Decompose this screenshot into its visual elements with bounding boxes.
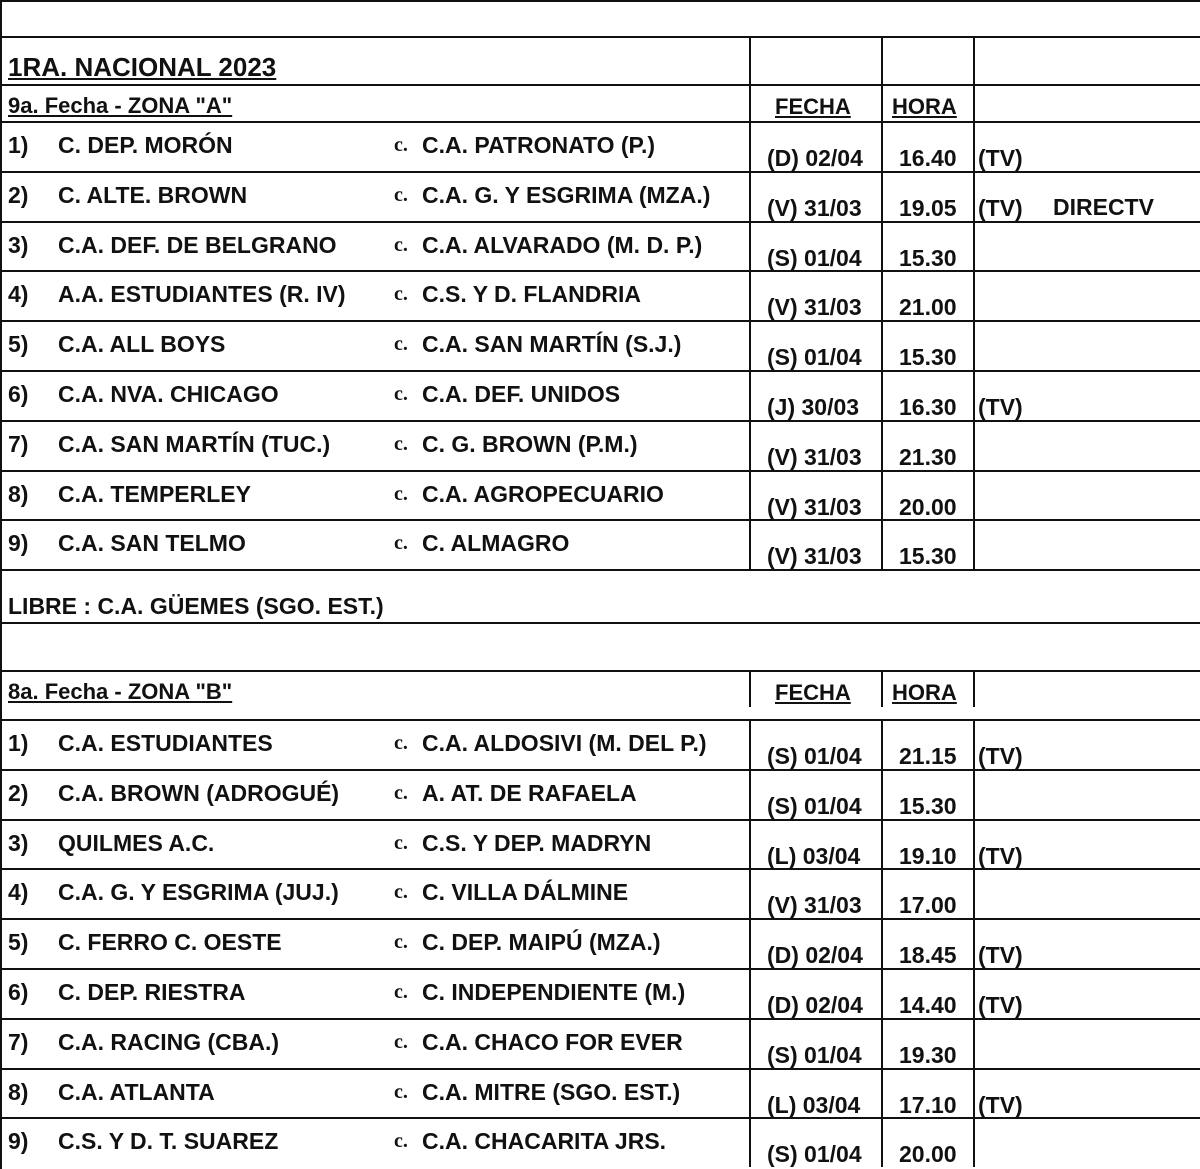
match-row — [0, 819, 1200, 869]
match-row — [0, 470, 1200, 520]
tv-badge: (TV) — [978, 842, 1023, 869]
home-team: C.A. ATLANTA — [58, 1078, 215, 1105]
tv-badge: (TV) — [978, 942, 1023, 969]
tv-badge: (TV) — [978, 145, 1023, 171]
away-team: A. AT. DE RAFAELA — [422, 779, 637, 806]
match-number: 1) — [8, 730, 29, 756]
tv-badge: (TV) — [978, 1091, 1023, 1118]
libre-row — [0, 569, 1200, 622]
match-number: 3) — [8, 231, 29, 258]
home-team: C. ALTE. BROWN — [58, 181, 248, 208]
blank-row — [0, 622, 1200, 670]
column-divider — [973, 422, 975, 470]
away-team: C.A. DEF. UNIDOS — [422, 381, 621, 407]
column-divider — [881, 920, 883, 968]
column-divider — [749, 821, 751, 869]
versus-label: c. — [394, 183, 408, 206]
away-team: C.S. Y D. FLANDRIA — [422, 281, 641, 308]
home-team: C.S. Y D. T. SUAREZ — [58, 1128, 279, 1155]
tv-badge: (TV) — [978, 194, 1023, 221]
match-number: 2) — [8, 181, 29, 208]
match-number: 6) — [8, 381, 29, 407]
versus-label: c. — [394, 1080, 408, 1103]
match-row — [0, 420, 1200, 470]
column-divider — [973, 672, 975, 707]
away-team: C.A. PATRONATO (P.) — [422, 132, 655, 158]
column-divider — [749, 771, 751, 819]
match-time: 19.30 — [899, 1041, 957, 1068]
versus-label: c. — [394, 233, 408, 256]
away-team: C.A. AGROPECUARIO — [422, 480, 664, 507]
column-divider — [881, 821, 883, 869]
home-team: C.A. TEMPERLEY — [58, 480, 251, 507]
column-divider — [973, 322, 975, 370]
versus-label: c. — [394, 482, 408, 505]
bye-team-note: LIBRE : C.A. GÜEMES (SGO. EST.) — [8, 593, 384, 619]
column-divider — [973, 372, 975, 420]
column-divider — [973, 173, 975, 221]
home-team: C.A. SAN TELMO — [58, 530, 246, 557]
away-team: C.A. CHACO FOR EVER — [422, 1028, 683, 1055]
column-divider — [881, 970, 883, 1018]
match-date: (D) 02/04 — [767, 145, 863, 171]
match-number: 5) — [8, 929, 29, 956]
match-date: (D) 02/04 — [767, 942, 863, 969]
versus-label: c. — [394, 931, 408, 954]
column-divider — [881, 1070, 883, 1118]
home-team: C. DEP. MORÓN — [58, 132, 233, 158]
column-divider — [749, 123, 751, 171]
match-date: (D) 02/04 — [767, 992, 863, 1018]
match-time: 15.30 — [899, 792, 957, 819]
column-divider — [749, 272, 751, 320]
home-team: C.A. BROWN (ADROGUÉ) — [58, 779, 340, 806]
column-divider — [749, 920, 751, 968]
column-divider — [749, 970, 751, 1018]
match-date: (V) 31/03 — [767, 294, 862, 321]
column-divider — [881, 372, 883, 420]
home-team: C.A. ALL BOYS — [58, 331, 226, 358]
versus-label: c. — [394, 831, 408, 854]
column-divider — [881, 771, 883, 819]
column-divider — [881, 173, 883, 221]
column-divider — [973, 521, 975, 569]
match-date: (S) 01/04 — [767, 344, 862, 371]
match-row — [0, 221, 1200, 271]
match-number: 2) — [8, 779, 29, 806]
match-date: (J) 30/03 — [767, 394, 860, 420]
column-divider — [881, 38, 883, 84]
match-number: 9) — [8, 1128, 29, 1155]
match-row — [0, 270, 1200, 320]
home-team: C.A. NVA. CHICAGO — [58, 381, 279, 407]
column-divider — [749, 372, 751, 420]
match-number: 6) — [8, 979, 29, 1005]
column-divider — [749, 472, 751, 520]
zone-heading: 8a. Fecha - ZONA "B" — [8, 679, 233, 704]
away-team: C. ALMAGRO — [422, 530, 570, 557]
versus-label: c. — [394, 283, 408, 306]
away-team: C.A. G. Y ESGRIMA (MZA.) — [422, 181, 711, 208]
match-date: (S) 01/04 — [767, 792, 862, 819]
column-divider — [973, 1119, 975, 1167]
column-divider — [973, 1020, 975, 1068]
title-row — [0, 36, 1200, 84]
away-team: C.A. MITRE (SGO. EST.) — [422, 1078, 681, 1105]
home-team: C.A. DEF. DE BELGRANO — [58, 231, 337, 258]
column-divider — [749, 422, 751, 470]
match-number: 9) — [8, 530, 29, 557]
match-time: 21.30 — [899, 443, 957, 470]
column-divider — [973, 970, 975, 1018]
away-team: C.A. ALDOSIVI (M. DEL P.) — [422, 730, 707, 756]
match-date: (L) 03/04 — [767, 842, 861, 869]
match-row — [0, 320, 1200, 370]
column-divider — [973, 38, 975, 84]
zone-heading: 9a. Fecha - ZONA "A" — [8, 93, 233, 118]
versus-label: c. — [394, 1030, 408, 1053]
home-team: C.A. ESTUDIANTES — [58, 730, 273, 756]
column-divider — [973, 920, 975, 968]
match-date: (V) 31/03 — [767, 493, 862, 520]
column-divider — [881, 86, 883, 121]
page-title: 1RA. NACIONAL 2023 — [8, 52, 277, 82]
match-date: (S) 01/04 — [767, 743, 862, 769]
away-team: C. G. BROWN (P.M.) — [422, 430, 638, 457]
match-time: 16.30 — [899, 394, 957, 420]
column-divider — [749, 721, 751, 769]
match-row — [0, 519, 1200, 569]
versus-label: c. — [394, 432, 408, 455]
away-team: C.S. Y DEP. MADRYN — [422, 829, 652, 856]
versus-label: c. — [394, 333, 408, 356]
match-time: 18.45 — [899, 942, 957, 969]
tv-badge: (TV) — [978, 394, 1023, 420]
column-divider — [881, 521, 883, 569]
home-team: C.A. RACING (CBA.) — [58, 1028, 280, 1055]
column-divider — [881, 223, 883, 271]
home-team: C.A. G. Y ESGRIMA (JUJ.) — [58, 879, 339, 906]
zone-header-row — [0, 84, 1200, 121]
column-divider — [881, 870, 883, 918]
column-divider — [881, 672, 883, 707]
match-row — [0, 1018, 1200, 1068]
column-divider — [749, 870, 751, 918]
column-divider — [973, 821, 975, 869]
match-time: 17.00 — [899, 892, 957, 919]
versus-label: c. — [394, 383, 408, 405]
match-date: (S) 01/04 — [767, 1141, 862, 1168]
match-time: 21.00 — [899, 294, 957, 321]
match-time: 19.10 — [899, 842, 957, 869]
column-divider — [749, 1020, 751, 1068]
match-date: (S) 01/04 — [767, 244, 862, 271]
match-date: (V) 31/03 — [767, 443, 862, 470]
match-number: 1) — [8, 132, 29, 158]
match-row — [0, 370, 1200, 420]
match-number: 7) — [8, 430, 29, 457]
match-time: 20.00 — [899, 493, 957, 520]
home-team: C.A. SAN MARTÍN (TUC.) — [58, 430, 331, 457]
versus-label: c. — [394, 1130, 408, 1153]
broadcaster-label: DIRECTV — [1053, 193, 1154, 220]
match-row — [0, 868, 1200, 918]
column-divider — [749, 521, 751, 569]
column-divider — [749, 1070, 751, 1118]
column-divider — [749, 173, 751, 221]
column-divider — [973, 223, 975, 271]
match-time: 15.30 — [899, 543, 957, 570]
match-number: 8) — [8, 480, 29, 507]
match-time: 17.10 — [899, 1091, 957, 1118]
home-team: C. DEP. RIESTRA — [58, 979, 246, 1005]
column-divider — [749, 1119, 751, 1167]
match-date: (V) 31/03 — [767, 194, 862, 221]
column-divider — [973, 721, 975, 769]
match-number: 3) — [8, 829, 29, 856]
home-team: QUILMES A.C. — [58, 829, 215, 856]
match-row — [0, 171, 1200, 221]
match-row — [0, 1117, 1200, 1167]
match-number: 7) — [8, 1028, 29, 1055]
column-divider — [973, 86, 975, 121]
versus-label: c. — [394, 981, 408, 1003]
column-divider — [881, 472, 883, 520]
column-divider — [881, 272, 883, 320]
column-divider — [881, 422, 883, 470]
column-divider — [881, 322, 883, 370]
match-number: 4) — [8, 879, 29, 906]
match-date: (L) 03/04 — [767, 1091, 861, 1118]
away-team: C. INDEPENDIENTE (M.) — [422, 979, 686, 1005]
tv-badge: (TV) — [978, 743, 1023, 769]
column-divider — [973, 771, 975, 819]
column-divider — [881, 1119, 883, 1167]
column-divider — [749, 86, 751, 121]
match-number: 5) — [8, 331, 29, 358]
column-header-fecha: FECHA — [775, 680, 851, 705]
match-date: (S) 01/04 — [767, 1041, 862, 1068]
column-divider — [749, 38, 751, 84]
versus-label: c. — [394, 881, 408, 904]
column-divider — [973, 123, 975, 171]
column-divider — [881, 1020, 883, 1068]
match-row — [0, 769, 1200, 819]
tv-badge: (TV) — [978, 992, 1023, 1018]
away-team: C. VILLA DÁLMINE — [422, 879, 629, 906]
column-divider — [749, 223, 751, 271]
versus-label: c. — [394, 732, 408, 754]
column-header-fecha: FECHA — [775, 94, 851, 119]
column-divider — [973, 870, 975, 918]
match-row — [0, 121, 1200, 171]
match-time: 16.40 — [899, 145, 957, 171]
column-divider — [973, 472, 975, 520]
versus-label: c. — [394, 781, 408, 804]
match-date: (V) 31/03 — [767, 543, 862, 570]
column-divider — [749, 672, 751, 707]
match-date: (V) 31/03 — [767, 892, 862, 919]
match-time: 21.15 — [899, 743, 957, 769]
match-row — [0, 918, 1200, 968]
column-divider — [881, 123, 883, 171]
column-header-hora: HORA — [892, 680, 957, 705]
away-team: C.A. CHACARITA JRS. — [422, 1128, 667, 1155]
match-number: 4) — [8, 281, 29, 308]
match-row — [0, 719, 1200, 769]
column-divider — [973, 272, 975, 320]
away-team: C.A. ALVARADO (M. D. P.) — [422, 231, 703, 258]
away-team: C. DEP. MAIPÚ (MZA.) — [422, 929, 661, 956]
blank-row — [0, 0, 1200, 36]
away-team: C.A. SAN MARTÍN (S.J.) — [422, 331, 682, 358]
match-time: 20.00 — [899, 1141, 957, 1168]
match-time: 15.30 — [899, 344, 957, 371]
zone-header-row — [0, 670, 1200, 707]
home-team: A.A. ESTUDIANTES (R. IV) — [58, 281, 346, 308]
column-divider — [749, 322, 751, 370]
column-divider — [973, 1070, 975, 1118]
match-number: 8) — [8, 1078, 29, 1105]
column-header-hora: HORA — [892, 94, 957, 119]
match-time: 14.40 — [899, 992, 957, 1018]
match-row — [0, 1068, 1200, 1118]
versus-label: c. — [394, 134, 408, 156]
column-divider — [881, 721, 883, 769]
home-team: C. FERRO C. OESTE — [58, 929, 282, 956]
match-time: 19.05 — [899, 194, 957, 221]
match-time: 15.30 — [899, 244, 957, 271]
versus-label: c. — [394, 532, 408, 555]
match-row — [0, 968, 1200, 1018]
